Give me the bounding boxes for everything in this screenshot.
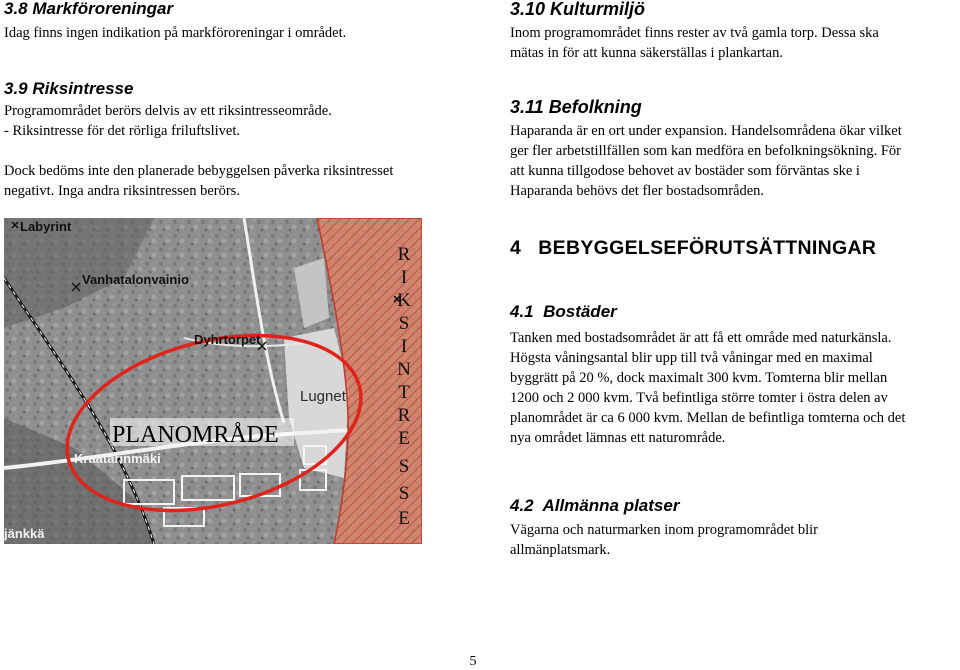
section-4-2-text [510, 520, 818, 560]
map-label-labyrint: Labyrint [20, 219, 72, 234]
riksintresse-letter: E [398, 428, 410, 449]
section-4-1-text [510, 328, 905, 448]
riksintresse-letter: S [398, 456, 410, 477]
section-3-10-title: 3.10 Kulturmiljö [510, 0, 646, 19]
section-3-9-title: 3.9 Riksintresse [4, 79, 134, 98]
text-line: Vägarna och naturmarken inom programområdet blir [510, 522, 819, 538]
riksintresse-letter: N [397, 359, 411, 380]
text-line: allmänplatsmark. [510, 542, 611, 558]
riksintresse-letter: K [397, 290, 411, 311]
text-line: Haparanda behövs det fler bostadsområden. [510, 183, 765, 199]
section-3-10-text [510, 23, 879, 63]
text-line: ger fler arbetstillfällen som kan medföra en befolkningsökning. För [510, 143, 901, 159]
section-3-11-title: 3.11 Befolkning [510, 97, 642, 117]
text-line: Tanken med bostadsområdet är att få ett område med naturkänsla. [510, 330, 892, 346]
map-label-lugnet: Lugnet [300, 388, 346, 405]
section-4-1-title: 4.1 Bostäder [510, 302, 617, 321]
text-line: planområdet är ca 6 000 kvm. Mellan de befintliga tomterna och det [510, 410, 906, 426]
riksintresse-letter: I [400, 267, 408, 288]
section-3-9-text [4, 101, 393, 201]
chapter-4-title: 4 BEBYGGELSEFÖRUTSÄTTNINGAR [510, 237, 877, 259]
riksintresse-map [4, 218, 422, 544]
riksintresse-letter: T [398, 382, 410, 403]
text-line: byggrätt på 20 %, dock maximalt 300 kvm. Tomterna blir mellan [510, 370, 888, 386]
text-line: Inom programområdet finns rester av två gamla torp. Dessa ska [510, 25, 879, 41]
text-line: Dock bedöms inte den planerade bebyggelsen påverka riksintresset [4, 163, 394, 179]
text-line: Programområdet berörs delvis av ett riksintresseområde. [4, 103, 332, 119]
map-label-dyhrtorpet: Dyhrtorpet [194, 332, 261, 347]
text-line: 1200 och 2 000 kvm. Två befintliga större tomter i östra delen av [510, 390, 888, 406]
text-line: nya området lämnas ett naturområde. [510, 430, 726, 446]
map-label-kraatarinmaki: Kraatarinmäki [74, 451, 161, 466]
riksintresse-letter: S [398, 483, 410, 504]
riksintresse-letter: I [400, 336, 408, 357]
text-line: negativt. Inga andra riksintressen berörs. [4, 183, 240, 199]
section-3-11-text [510, 121, 902, 201]
section-3-8-text: Idag finns ingen indikation på markföroreningar i området. [4, 25, 347, 41]
riksintresse-letter: E [398, 508, 410, 529]
riksintresse-letter: R [397, 244, 411, 265]
riksintresse-letter: R [397, 405, 411, 426]
text-line [4, 141, 393, 161]
text-line: Haparanda är en ort under expansion. Handelsområdena ökar vilket [510, 123, 902, 139]
section-3-8-title: 3.8 Markföroreningar [4, 0, 174, 18]
map-label-vanhatalonvainio: Vanhatalonvainio [82, 272, 189, 287]
section-4-2-title: 4.2 Allmänna platser [510, 496, 680, 515]
text-line: Högsta våningsantal blir upp till två våningar med en maximal [510, 350, 873, 366]
map-label-jankka: jänkkä [4, 526, 45, 541]
text-line: att kunna tillgodose behovet av bostäder som förväntas ske i [510, 163, 860, 179]
text-line: mätas in för att kunna säkerställas i plankartan. [510, 45, 783, 61]
text-line: - Riksintresse för det rörliga friluftslivet. [4, 123, 240, 139]
planomrade-label: PLANOMRÅDE [112, 422, 279, 448]
page-number: 5 [469, 654, 477, 669]
riksintresse-letter: S [398, 313, 410, 334]
